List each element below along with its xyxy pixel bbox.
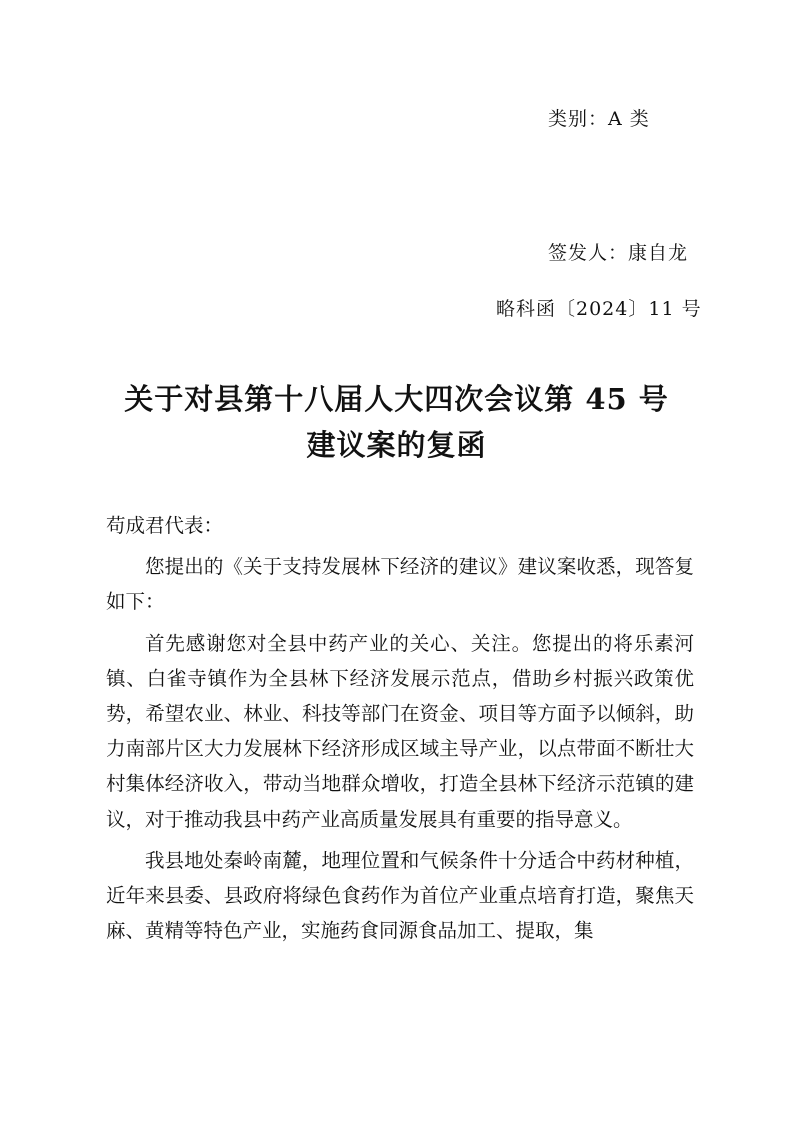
document-category: 类别：A 类	[548, 108, 650, 130]
salutation: 苟成君代表：	[106, 514, 224, 537]
document-title-line-2: 建议案的复函	[306, 428, 487, 462]
body-paragraph: 首先感谢您对全县中药产业的关心、关注。您提出的将乐素河镇、白雀寺镇作为全县林下经济发展示范点，借助乡村振兴政策优势，希望农业、林业、科技等部门在资金、项目等方面予以倾斜，助力南部片区大力发展林下经济形成区域主导产业，以点带面不断壮大村集体经济收入，带动当地群众增收，打造全县林下经济示范镇的建议，对于推动我县中药产业高质量发展具有重要的指导意义。	[106, 631, 694, 831]
body-paragraph: 我县地处秦岭南麓，地理位置和气候条件十分适合中药材种植，近年来县委、县政府将绿色食药作为首位产业重点培育打造，聚焦天麻、黄精等特色产业，实施药食同源食品加工、提取，集	[106, 848, 694, 943]
document-title-line-1: 关于对县第十八届人大四次会议第 45 号	[124, 382, 669, 416]
body-paragraph: 您提出的《关于支持发展林下经济的建议》建议案收悉，现答复如下：	[106, 555, 694, 614]
document-number: 略科函〔2024〕11 号	[496, 298, 702, 320]
document-signer: 签发人：康自龙	[548, 242, 689, 264]
document-body	[106, 508, 694, 948]
